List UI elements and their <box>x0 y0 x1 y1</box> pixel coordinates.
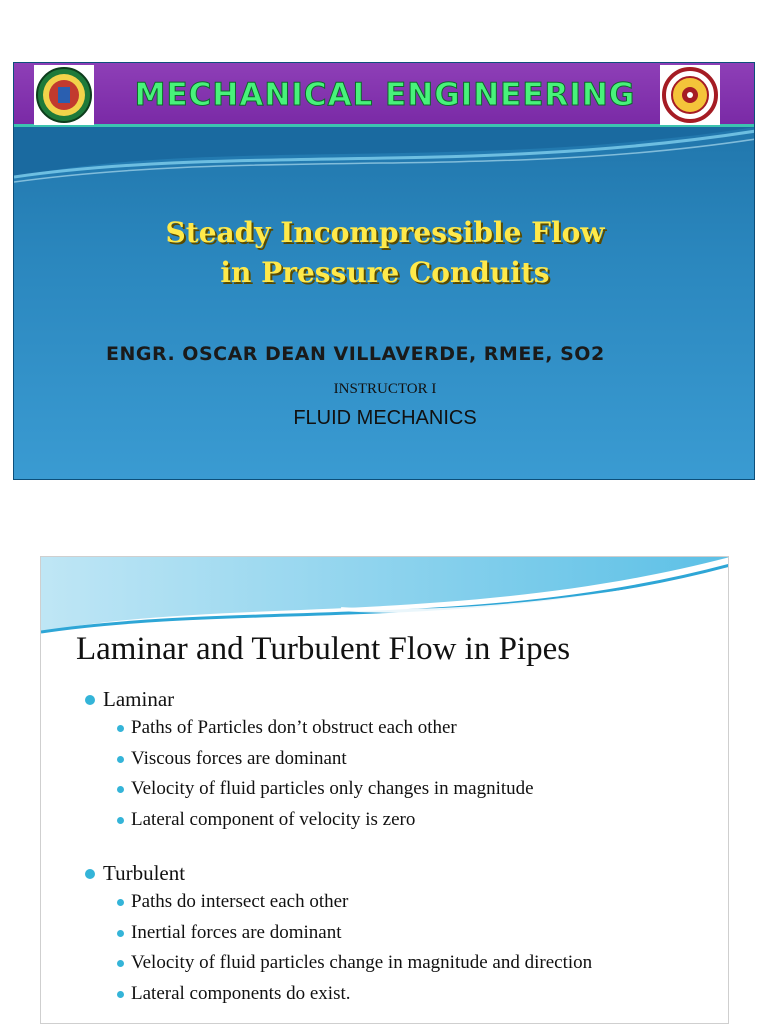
title-line-2: in Pressure Conduits <box>220 256 550 289</box>
course-name: FLUID MECHANICS <box>293 407 477 429</box>
slide-title: Laminar and Turbulent Flow in Pipes <box>76 631 571 667</box>
list-item: Inertial forces are dominant <box>85 918 725 949</box>
decorative-swoosh <box>14 127 755 187</box>
list-item: Lateral components do exist. <box>85 979 725 1010</box>
list-item: Velocity of fluid particles change in magnitude and direction <box>85 948 725 979</box>
content-slide <box>40 556 729 1024</box>
university-seal-icon <box>34 65 94 125</box>
college-of-engineering-seal-icon <box>660 65 720 125</box>
list-item: Paths do intersect each other <box>85 887 725 918</box>
list-item: Paths of Particles don’t obstruct each other <box>85 713 725 744</box>
header-banner <box>14 63 755 127</box>
bullet-heading-turbulent: Turbulent <box>85 859 725 887</box>
presentation-title <box>14 213 755 293</box>
title-line-1: Steady Incompressible Flow <box>165 216 605 249</box>
author-name: ENGR. OSCAR DEAN VILLAVERDE, RMEE, SO2 <box>106 343 605 365</box>
banner-title: MECHANICAL ENGINEERING <box>134 77 636 113</box>
bullet-list <box>85 685 725 1009</box>
bullet-heading-laminar: Laminar <box>85 685 725 713</box>
list-item: Velocity of fluid particles only changes in magnitude <box>85 774 725 805</box>
author-role: INSTRUCTOR I <box>333 381 437 397</box>
title-slide <box>13 62 755 480</box>
decorative-wave <box>41 557 729 637</box>
list-item: Viscous forces are dominant <box>85 744 725 775</box>
list-item: Lateral component of velocity is zero <box>85 805 725 836</box>
